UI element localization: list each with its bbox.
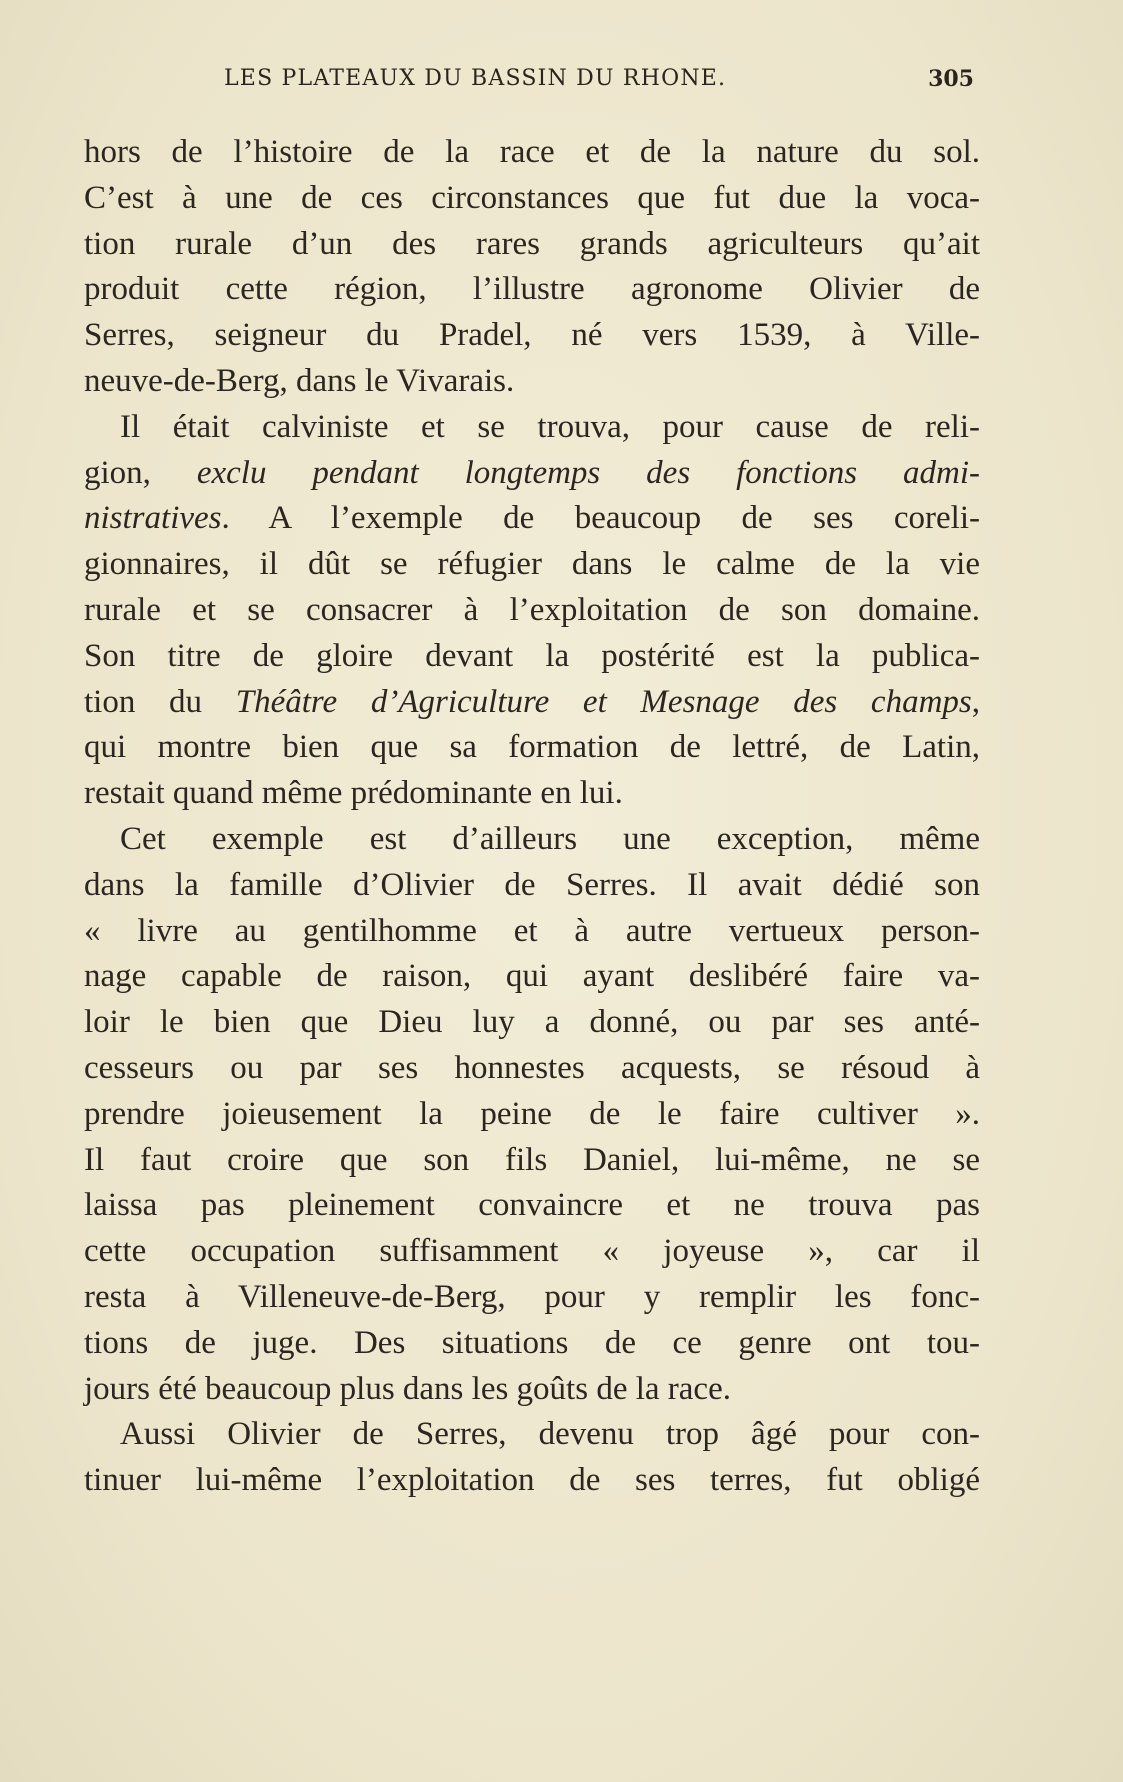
- text-line: tinuer lui-même l’exploitation de ses terres, fut obligé: [84, 1462, 980, 1499]
- text-line: Cet exemple est d’ailleurs une exception, même: [120, 820, 980, 857]
- text-line: C’est à une de ces circonstances que fut due la voca-: [84, 179, 980, 216]
- running-title: LES PLATEAUX DU BASSIN DU RHONE.: [224, 66, 727, 91]
- text-line: dans la famille d’Olivier de Serres. Il avait dédié son: [84, 866, 980, 903]
- text-line: restait quand même prédominante en lui.: [84, 775, 623, 812]
- text-span: gion,: [84, 454, 197, 491]
- text-line: gionnaires, il dût se réfugier dans le calme de la vie: [84, 546, 980, 583]
- text-line: « livre au gentilhomme et à autre vertueux person-: [84, 912, 980, 949]
- italic-span: exclu pendant longtemps des fonctions admi-: [196, 454, 980, 491]
- text-line: tions de juge. Des situations de ce genre ont tou-: [84, 1324, 980, 1361]
- running-head: [82, 66, 982, 106]
- text-line: rurale et se consacrer à l’exploitation de son domaine.: [84, 591, 980, 628]
- text-line: [84, 451, 980, 497]
- text-line: prendre joieusement la peine de le faire cultiver ».: [84, 1095, 980, 1132]
- text-line: cette occupation suffisamment « joyeuse », car il: [84, 1233, 980, 1270]
- text-line: resta à Villeneuve-de-Berg, pour y remplir les fonc-: [84, 1278, 980, 1315]
- page-number: 305: [928, 66, 974, 92]
- text-line: jours été beaucoup plus dans les goûts de la race.: [84, 1370, 731, 1407]
- text-line: qui montre bien que sa formation de lettré, de Latin,: [84, 729, 980, 766]
- text-line: tion rurale d’un des rares grands agriculteurs qu’ait: [84, 225, 980, 262]
- body-text: [84, 130, 980, 1504]
- paragraph-4: [84, 1412, 980, 1504]
- text-line: Son titre de gloire devant la postérité est la publica-: [84, 637, 980, 674]
- text-line: Serres, seigneur du Pradel, né vers 1539, à Ville-: [84, 317, 980, 354]
- text-line: nage capable de raison, qui ayant deslibéré faire va-: [84, 958, 980, 995]
- paragraph-3: [84, 817, 980, 1412]
- text-line: loir le bien que Dieu luy a donné, ou par ses anté-: [84, 1004, 980, 1041]
- text-line: neuve-de-Berg, dans le Vivarais.: [84, 362, 515, 399]
- text-span: . A l’exemple de beaucoup de ses coreli-: [221, 500, 980, 537]
- text-span: ,: [971, 683, 980, 720]
- text-line: Aussi Olivier de Serres, devenu trop âgé pour con-: [120, 1416, 980, 1453]
- text-span: tion du: [84, 683, 236, 720]
- italic-span: nistratives: [84, 500, 222, 537]
- text-line: [84, 680, 980, 726]
- text-line: laissa pas pleinement convaincre et ne trouva pas: [84, 1187, 980, 1224]
- paragraph-1: [84, 130, 980, 405]
- italic-title: Théâtre d’Agriculture et Mesnage des champs: [235, 683, 972, 720]
- text-line: Il était calviniste et se trouva, pour cause de reli-: [120, 408, 980, 445]
- paragraph-2: [84, 405, 980, 817]
- text-line: Il faut croire que son fils Daniel, lui-même, ne se: [84, 1141, 980, 1178]
- text-line: [84, 496, 980, 542]
- text-line: cesseurs ou par ses honnestes acquests, se résoud à: [84, 1049, 980, 1086]
- text-line: produit cette région, l’illustre agronome Olivier de: [84, 271, 980, 308]
- text-line: hors de l’histoire de la race et de la nature du sol.: [84, 134, 980, 170]
